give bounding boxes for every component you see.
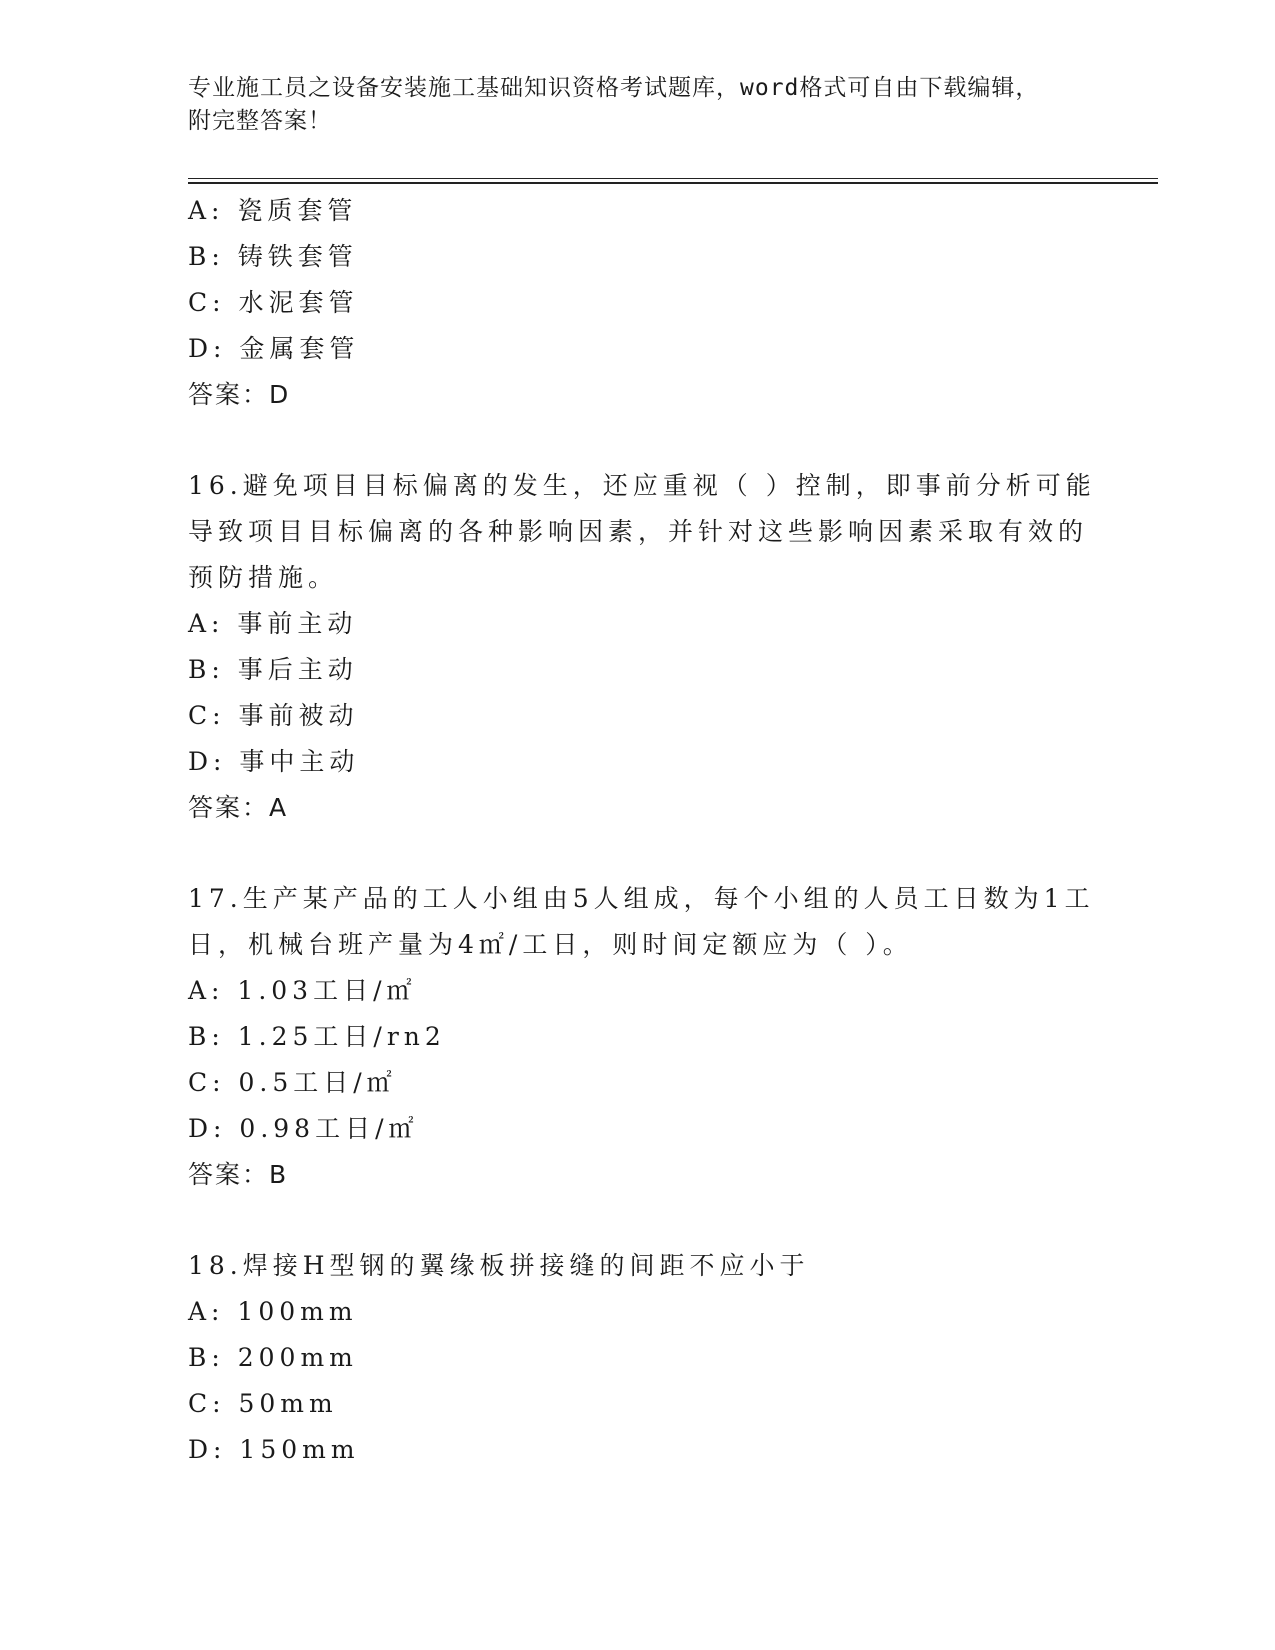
option-b: B: 1.25工日/rn2 xyxy=(188,1022,446,1051)
question-stem-line: 导致项目目标偏离的各种影响因素，并针对这些影响因素采取有效的 xyxy=(188,517,1089,546)
option-c: C: 事前被动 xyxy=(188,701,359,730)
question-stem-line: 日，机械台班产量为4㎡/工日，则时间定额应为（ ）。 xyxy=(188,930,913,959)
option-c: C: 50mm xyxy=(188,1389,338,1418)
question-16 xyxy=(188,463,1096,831)
option-b: B: 200mm xyxy=(188,1343,358,1372)
answer-label: 答案：B xyxy=(188,1160,289,1189)
option-d: D: 事中主动 xyxy=(188,747,360,776)
option-d: D: 金属套管 xyxy=(188,334,360,363)
answer-label: 答案：A xyxy=(188,793,289,822)
option-c: C: 0.5工日/㎡ xyxy=(188,1068,397,1097)
answer-label: 答案：D xyxy=(188,380,291,409)
option-a: A: 1.03工日/㎡ xyxy=(188,976,417,1005)
option-d: D: 150mm xyxy=(188,1435,360,1464)
option-a: A: 事前主动 xyxy=(188,609,358,638)
spacer xyxy=(188,1198,1088,1243)
header-divider-bottom xyxy=(188,182,1158,184)
question-stem-line: 17.生产某产品的工人小组由5人组成，每个小组的人员工日数为1工 xyxy=(188,884,1095,913)
document-header xyxy=(188,72,1088,138)
question-18 xyxy=(188,1243,1088,1473)
question-stem-line: 16.避免项目目标偏离的发生，还应重视（ ）控制，即事前分析可能 xyxy=(188,471,1096,500)
option-a: A: 100mm xyxy=(188,1297,358,1326)
header-line-1: 专业施工员之设备安装施工基础知识资格考试题库，word格式可自由下载编辑， xyxy=(188,75,1040,101)
question-list xyxy=(188,188,1096,1473)
header-divider-top xyxy=(188,178,1158,179)
option-b: B: 铸铁套管 xyxy=(188,242,358,271)
option-a: A: 瓷质套管 xyxy=(188,196,358,225)
option-c: C: 水泥套管 xyxy=(188,288,359,317)
spacer xyxy=(188,831,1088,876)
question-stem-line: 18.焊接H型钢的翼缘板拼接缝的间距不应小于 xyxy=(188,1251,810,1280)
spacer xyxy=(188,418,1088,463)
question-17 xyxy=(188,876,1095,1198)
question-15 xyxy=(188,188,1088,418)
option-b: B: 事后主动 xyxy=(188,655,358,684)
option-d: D: 0.98工日/㎡ xyxy=(188,1114,419,1143)
question-stem-line: 预防措施。 xyxy=(188,563,339,592)
header-line-2: 附完整答案！ xyxy=(188,108,332,134)
